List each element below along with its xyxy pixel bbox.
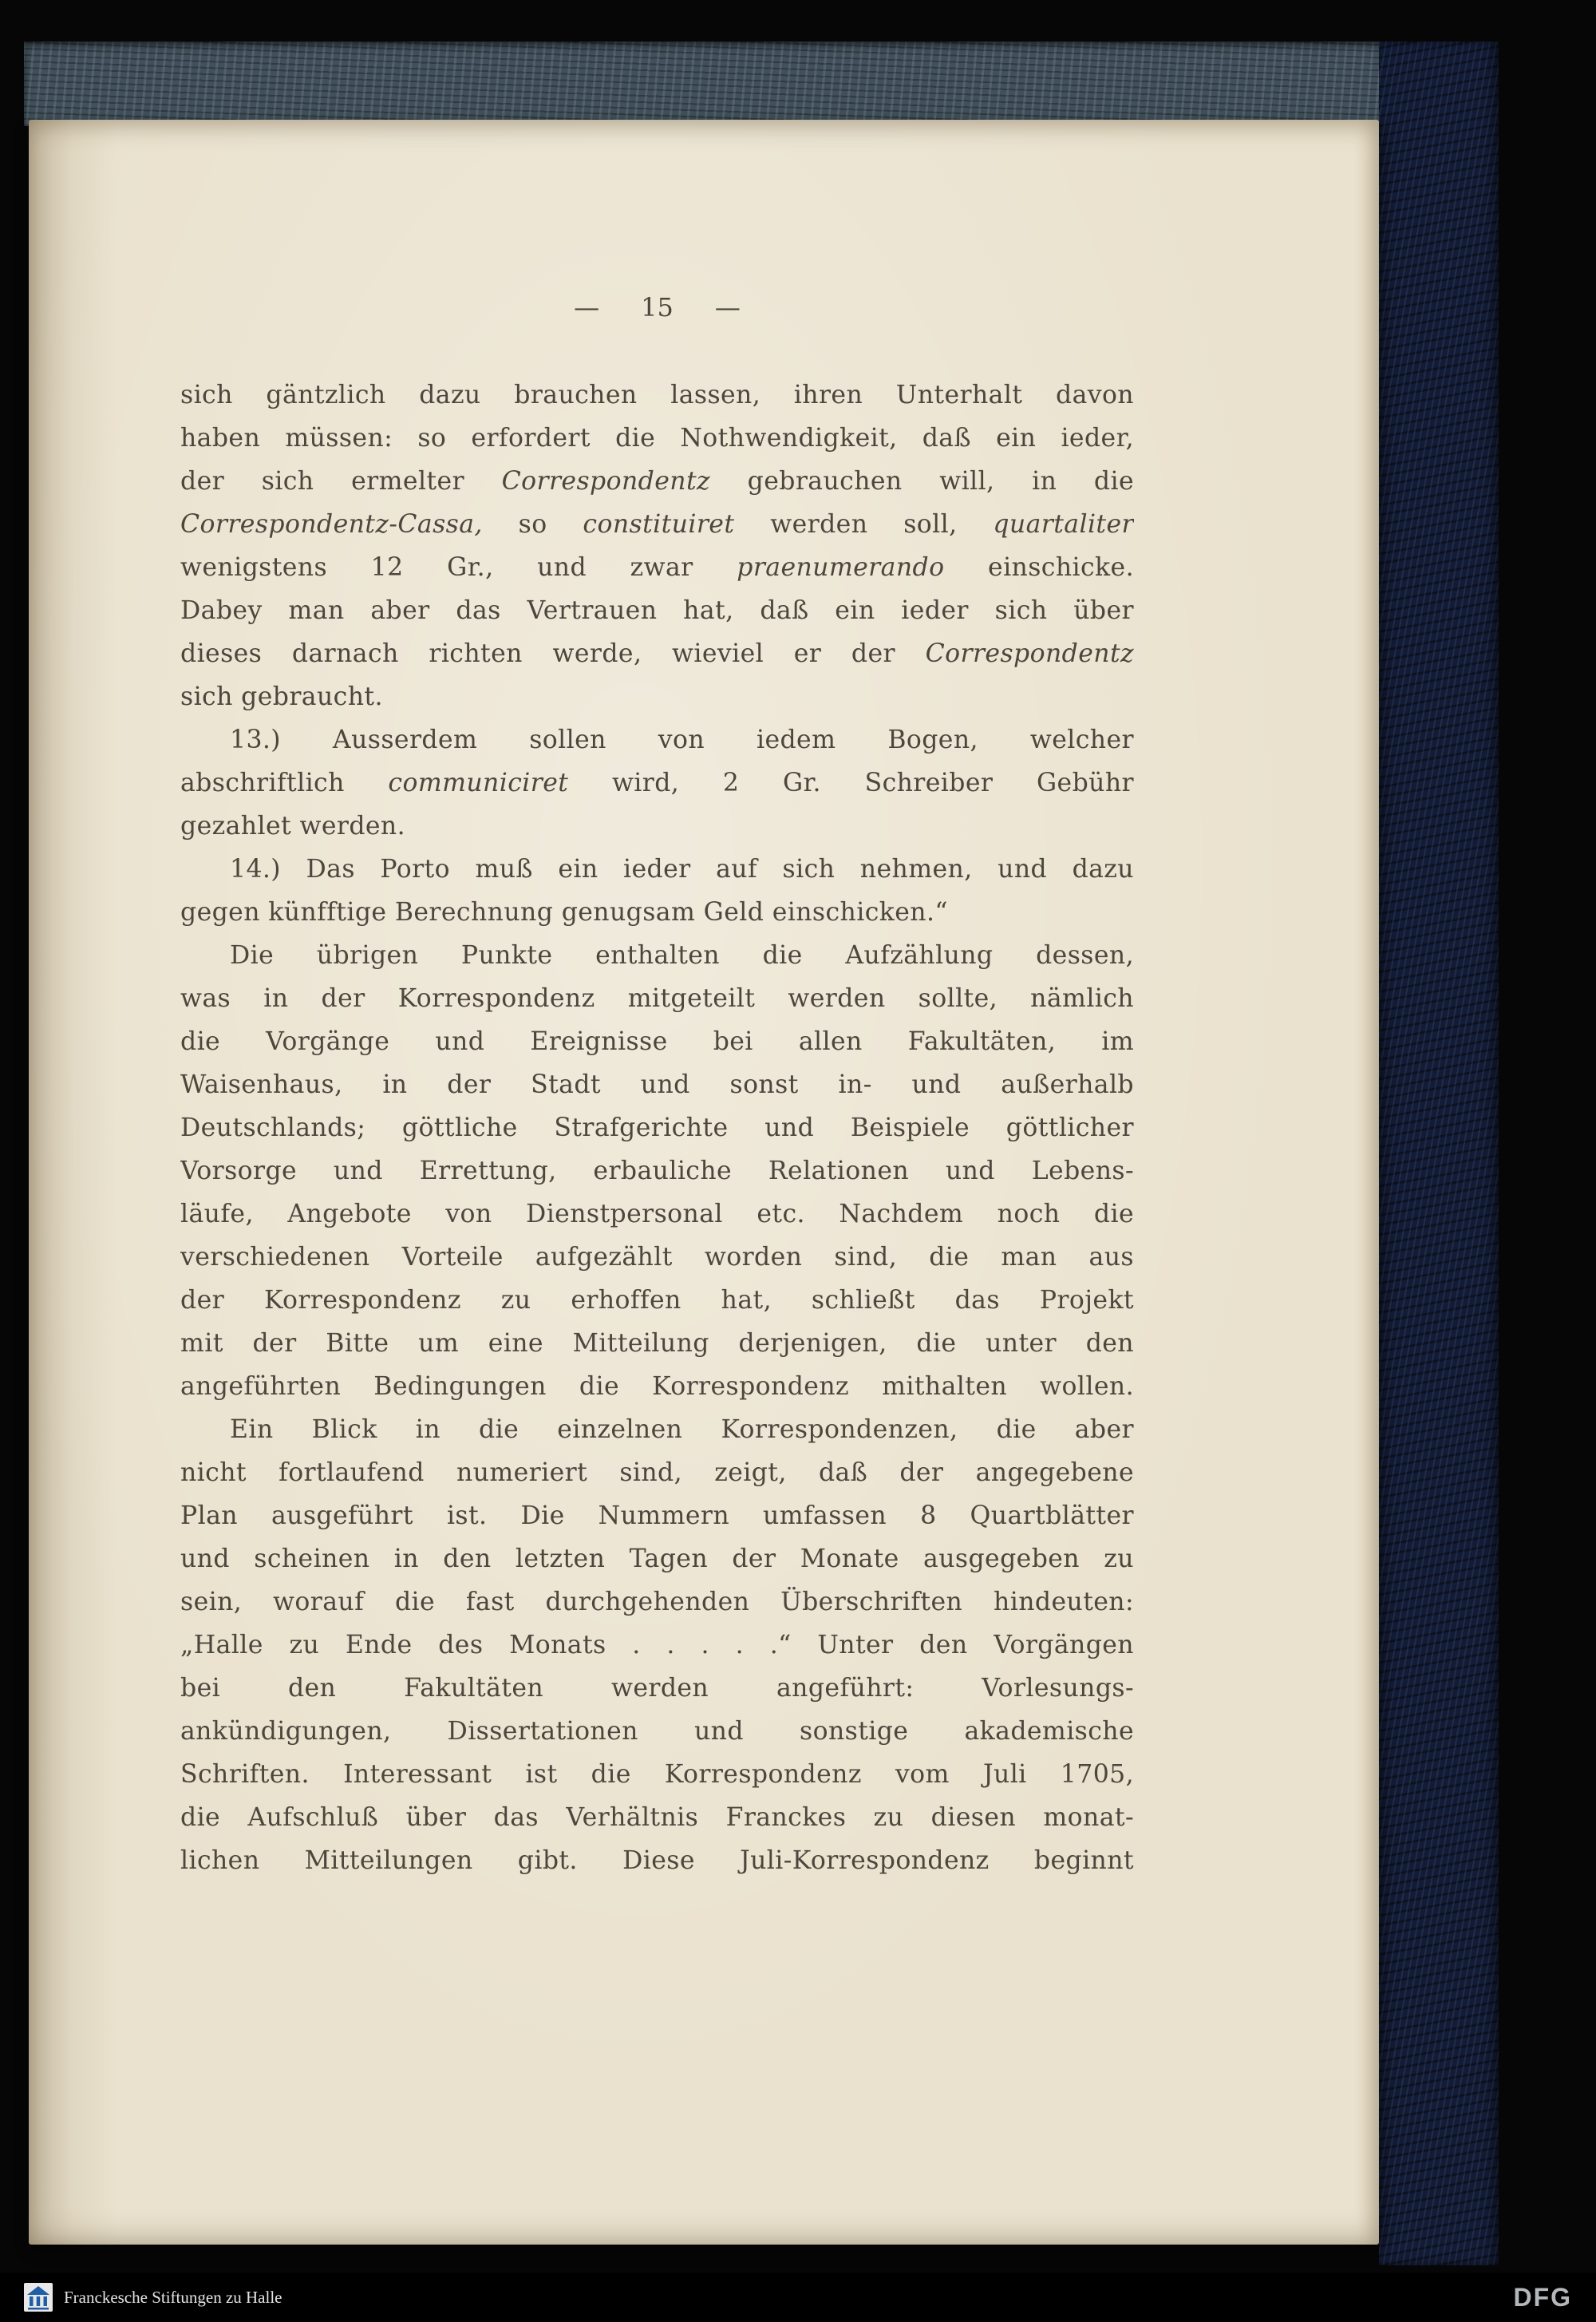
- text-line: sich gebraucht.: [180, 682, 383, 711]
- text-line: der Korrespondenz zu erhoffen hat, schließt das Projekt: [180, 1286, 1134, 1315]
- text-line: 14.) Das Porto muß ein ieder auf sich nehmen, und dazu: [230, 855, 1134, 884]
- text-line: abschriftlich communiciret wird, 2 Gr. Schreiber Gebühr: [180, 769, 1134, 797]
- text-line: Waisenhaus, in der Stadt und sonst in- und außerhalb: [180, 1070, 1134, 1099]
- text-line: die Aufschluß über das Verhältnis Franckes zu diesen monat-: [180, 1803, 1134, 1832]
- text-line: sich gäntzlich dazu brauchen lassen, ihren Unterhalt davon: [180, 381, 1134, 409]
- text-line: Correspondentz-Cassa, so constituiret werden soll, quartaliter: [180, 510, 1134, 539]
- text-line: Deutschlands; göttliche Strafgerichte und Beispiele göttlicher: [180, 1114, 1134, 1142]
- page-number-value: 15: [641, 292, 674, 322]
- text-line: wenigstens 12 Gr., und zwar praenumerando einschicke.: [180, 553, 1134, 582]
- text-line: gegen künfftige Berechnung genugsam Geld einschicken.“: [180, 898, 948, 927]
- text-line: Die übrigen Punkte enthalten die Aufzählung dessen,: [230, 941, 1134, 970]
- text-line: mit der Bitte um eine Mitteilung derjenigen, die unter den: [180, 1329, 1134, 1358]
- text-line: die Vorgänge und Ereignisse bei allen Fakultäten, im: [180, 1027, 1134, 1056]
- institution-label: Franckesche Stiftungen zu Halle: [64, 2287, 282, 2307]
- text-line: dieses darnach richten werde, wieviel er der Correspondentz: [180, 639, 1134, 668]
- text-line: läufe, Angebote von Dienstpersonal etc. Nachdem noch die: [180, 1200, 1134, 1228]
- dfg-logo: DFG: [1513, 2282, 1572, 2312]
- text-line: was in der Korrespondenz mitgeteilt werden sollte, nämlich: [180, 984, 1134, 1013]
- page-number: [180, 286, 1134, 329]
- book-cover-right-edge: [1379, 42, 1499, 2265]
- text-line: 13.) Ausserdem sollen von iedem Bogen, welcher: [230, 726, 1134, 754]
- text-line: Dabey man aber das Vertrauen hat, daß ein ieder sich über: [180, 596, 1134, 625]
- book-cover-top-edge: [24, 42, 1497, 126]
- text-line: gezahlet werden.: [180, 812, 406, 841]
- text-line: Vorsorge und Errettung, erbauliche Relationen und Lebens-: [180, 1157, 1134, 1185]
- text-line: lichen Mitteilungen gibt. Diese Juli-Korrespondenz beginnt: [180, 1846, 1134, 1875]
- text-line: ankündigungen, Dissertationen und sonstige akademische: [180, 1717, 1134, 1746]
- text-line: bei den Fakultäten werden angeführt: Vorlesungs-: [180, 1674, 1134, 1703]
- book-page: [29, 120, 1379, 2245]
- text-line: Schriften. Interessant ist die Korrespondenz vom Juli 1705,: [180, 1760, 1134, 1789]
- text-line: „Halle zu Ende des Monats . . . . .“ Unter den Vorgängen: [180, 1631, 1134, 1659]
- footer-bar: [0, 2273, 1596, 2322]
- text-line: nicht fortlaufend numeriert sind, zeigt, daß der angegebene: [180, 1458, 1134, 1487]
- text-line: Plan ausgeführt ist. Die Nummern umfassen 8 Quartblätter: [180, 1501, 1134, 1530]
- stiftungen-logo-icon: [24, 2283, 53, 2312]
- text-line: der sich ermelter Correspondentz gebrauchen will, in die: [180, 467, 1134, 496]
- text-line: und scheinen in den letzten Tagen der Monate ausgegeben zu: [180, 1545, 1134, 1573]
- page-number-dash-right: —: [714, 292, 741, 322]
- text-line: angeführten Bedingungen die Korrespondenz mithalten wollen.: [180, 1372, 1134, 1401]
- text-line: sein, worauf die fast durchgehenden Überschriften hindeuten:: [180, 1588, 1134, 1616]
- text-line: verschiedenen Vorteile aufgezählt worden sind, die man aus: [180, 1243, 1134, 1272]
- text-line: haben müssen: so erfordert die Nothwendigkeit, daß ein ieder,: [180, 424, 1134, 453]
- page-number-dash-left: —: [574, 292, 600, 322]
- text-body: [180, 374, 1134, 1882]
- text-line: Ein Blick in die einzelnen Korrespondenzen, die aber: [230, 1415, 1134, 1444]
